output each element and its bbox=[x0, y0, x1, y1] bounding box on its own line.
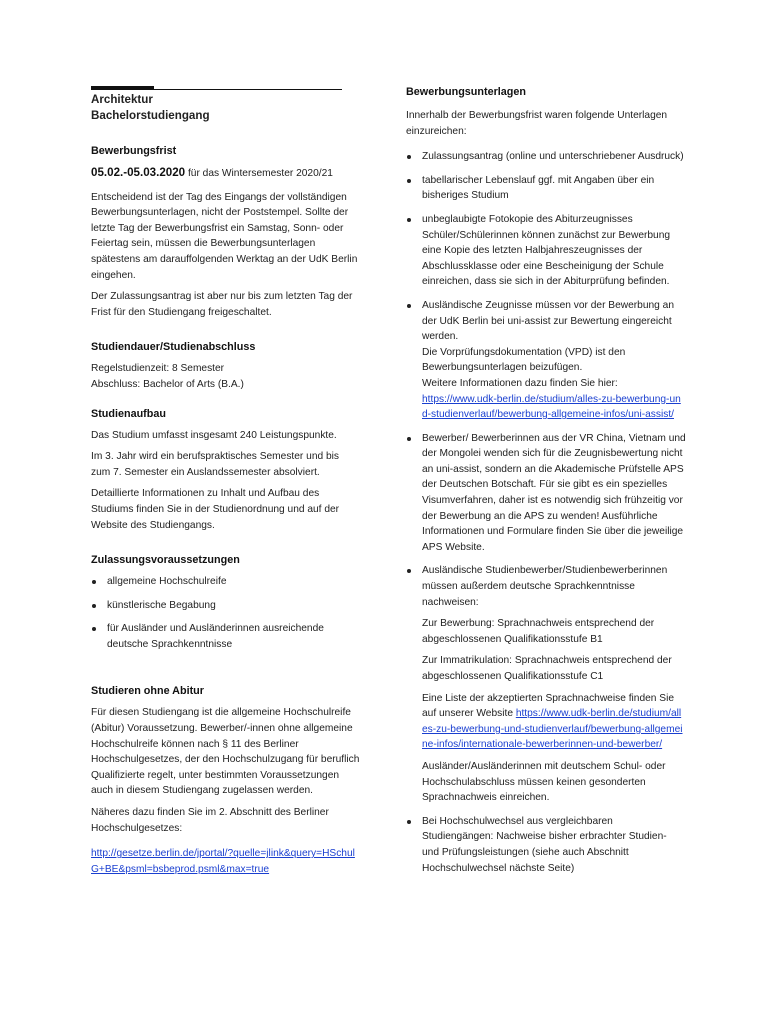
frist-dates-suffix: für das Wintersemester 2020/21 bbox=[185, 168, 333, 179]
program-title: Architektur bbox=[91, 93, 153, 106]
bullet-icon bbox=[407, 304, 411, 308]
program-subtitle: Bachelorstudiengang bbox=[91, 109, 210, 122]
unterlagen-intro: Innerhalb der Bewerbungsfrist waren folgende Unterlagen einzureichen: bbox=[406, 110, 668, 137]
sprachnachweise-link[interactable]: https://www.udk-berlin.de/studium/alles-zu-bewerbung-und-studienverlauf/bewerbung-allgemeine-infos/internationale-bewerberinnen-und-bewerber/ bbox=[422, 708, 683, 751]
bullet-icon bbox=[407, 569, 411, 573]
aufbau-para-3: Detaillierte Informationen zu Inhalt und Aufbau des Studiums finden Sie in der Studienordnung und auf der Website des Studiengangs. bbox=[91, 488, 340, 531]
bullet-icon bbox=[407, 218, 411, 222]
frist-para-1: Entscheidend ist der Tag des Eingangs der vollständigen Bewerbungsunterlagen, nicht der Poststempel. Sollte der letzte Tag der Bewerbungsfrist ein Samstag, Sonn- oder Feiertag sein, müssen die Bewerbungsunterlagen spätestens am darauffolgenden Werktag an der UdK Berlin eingehen. bbox=[91, 191, 358, 281]
frist-dates bbox=[91, 165, 361, 182]
list-item: Zulassungsantrag (online und unterschriebener Ausdruck) bbox=[406, 149, 686, 165]
zulassung-heading: Zulassungsvoraussetzungen bbox=[91, 554, 240, 567]
ohne-abitur-para-2: Näheres dazu finden Sie im 2. Abschnitt des Berliner Hochschulgesetzes: bbox=[91, 807, 329, 834]
bullet-icon bbox=[407, 155, 411, 159]
aufbau-para-2: Im 3. Jahr wird ein berufspraktisches Semester und bis zum 7. Semester ein Auslandssemester absolviert. bbox=[91, 451, 340, 478]
dauer-heading: Studiendauer/Studienabschluss bbox=[91, 341, 256, 354]
ohne-abitur-heading: Studieren ohne Abitur bbox=[91, 685, 204, 698]
bullet-icon bbox=[407, 820, 411, 824]
bullet-icon bbox=[407, 437, 411, 441]
unterlagen-list bbox=[406, 149, 686, 876]
bullet-icon bbox=[407, 179, 411, 183]
right-column bbox=[406, 85, 686, 884]
list-item: unbeglaubigte Fotokopie des Abiturzeugnisses Schüler/Schülerinnen können zunächst zur Bewerbung eine Kopie des letzten Halbjahreszeugnisses der Abschlussklasse oder eine Bescheinigung der Schule einreichen, dass sie sich in der Abiturprüfung befinden. bbox=[406, 212, 686, 290]
header-rule bbox=[91, 89, 342, 90]
aufbau-para-1: Das Studium umfasst insgesamt 240 Leistungspunkte. bbox=[91, 429, 337, 441]
bullet-icon bbox=[92, 604, 96, 608]
hochschulgesetz-link[interactable]: http://gesetze.berlin.de/jportal/?quelle=jlink&query=HSchulG+BE&psml=bsbeprod.psml&max=true bbox=[91, 848, 355, 875]
list-item: künstlerische Begabung bbox=[91, 598, 361, 614]
list-item: für Ausländer und Ausländerinnen ausreichende deutsche Sprachkenntnisse bbox=[91, 621, 361, 652]
dauer-regelstudienzeit: Regelstudienzeit: 8 Semester bbox=[91, 363, 225, 375]
bullet-icon bbox=[92, 627, 96, 631]
frist-heading: Bewerbungsfrist bbox=[91, 145, 177, 157]
ohne-abitur-para-1: Für diesen Studiengang ist die allgemeine Hochschulreife (Abitur) Voraussetzung. Bewerber/-innen ohne allgemeine Hochschulreife können nach § 11 des Berliner Hochschulgesetzes, der den Hochschulzugang für beruflich Qualifizierte regelt, unter bestimmten Voraussetzungen auch in diesem Studiengang zugelassen werden. bbox=[91, 707, 360, 797]
list-item: Ausländische Studienbewerber/Studienbewerberinnen müssen außerdem deutsche Sprachkenntnisse nachweisen: Zur Bewerbung: Sprachnachweis entsprechend der abgeschlossenen Qualifikationsstufe B1 Zur Immatrikulation: Sprachnachweis entsprechend der abgeschlossenen Qualifikationsstufe C1 Eine Liste der akzeptierten Sprachnachweise finden Sie auf unserer Website https://www.udk-berlin.de/studium/alles-zu-bewerbung-und-studienverlauf/bewerbung-allgemeine-infos/internationale-bewerberinnen-und-bewerber/ Ausländer/Ausländerinnen mit deutschem Schul- oder Hochschulabschluss müssen keinen gesonderten Sprachnachweis einreichen. bbox=[406, 563, 686, 805]
frist-para-2: Der Zulassungsantrag ist aber nur bis zum letzten Tag der Frist für den Studiengang freigeschaltet. bbox=[91, 291, 353, 318]
uni-assist-link[interactable]: https://www.udk-berlin.de/studium/alles-zu-bewerbung-und-studienverlauf/bewerbung-allgemeine-infos/uni-assist/ bbox=[422, 393, 681, 421]
list-item: Bei Hochschulwechsel aus vergleichbaren Studiengängen: Nachweise bisher erbrachter Studien- und Prüfungsleistungen (siehe auch Abschnitt Hochschulwechsel nächste Seite) bbox=[406, 814, 686, 876]
zulassung-list bbox=[91, 574, 361, 652]
bullet-icon bbox=[92, 580, 96, 584]
aufbau-heading: Studienaufbau bbox=[91, 407, 166, 420]
list-item: Ausländische Zeugnisse müssen vor der Bewerbung an der UdK Berlin bei uni-assist zur Bewertung eingereicht werden. Die Vorprüfungsdokumentation (VPD) ist den Bewerbungsunterlagen beizufügen. Weitere Informationen dazu finden Sie hier: https://www.udk-berlin.de/studium/alles-zu-bewerbung-und-studienverlauf/bewerbung-allgemeine-infos/uni-assist/ bbox=[406, 298, 686, 423]
frist-dates-value: 05.02.-05.03.2020 bbox=[91, 166, 186, 179]
left-column bbox=[91, 92, 361, 883]
list-item: tabellarischer Lebenslauf ggf. mit Angaben über ein bisheriges Studium bbox=[406, 173, 686, 204]
unterlagen-heading: Bewerbungsunterlagen bbox=[406, 86, 526, 98]
dauer-abschluss: Abschluss: Bachelor of Arts (B.A.) bbox=[91, 378, 244, 390]
list-item: Bewerber/ Bewerberinnen aus der VR China, Vietnam und der Mongolei wenden sich für die Zeugnisbewertung nicht an uni-assist, sondern an die Akademische Prüfstelle APS der Deutschen Botschaft. Für sie gibt es ein spezielles Visumverfahren, daher ist es notwendig sich frühzeitig vor der Bewerbung an die APS zu wenden! Ausführliche Informationen und Formulare finden Sie über die jeweilige APS Website. bbox=[406, 431, 686, 556]
list-item: allgemeine Hochschulreife bbox=[91, 574, 361, 590]
